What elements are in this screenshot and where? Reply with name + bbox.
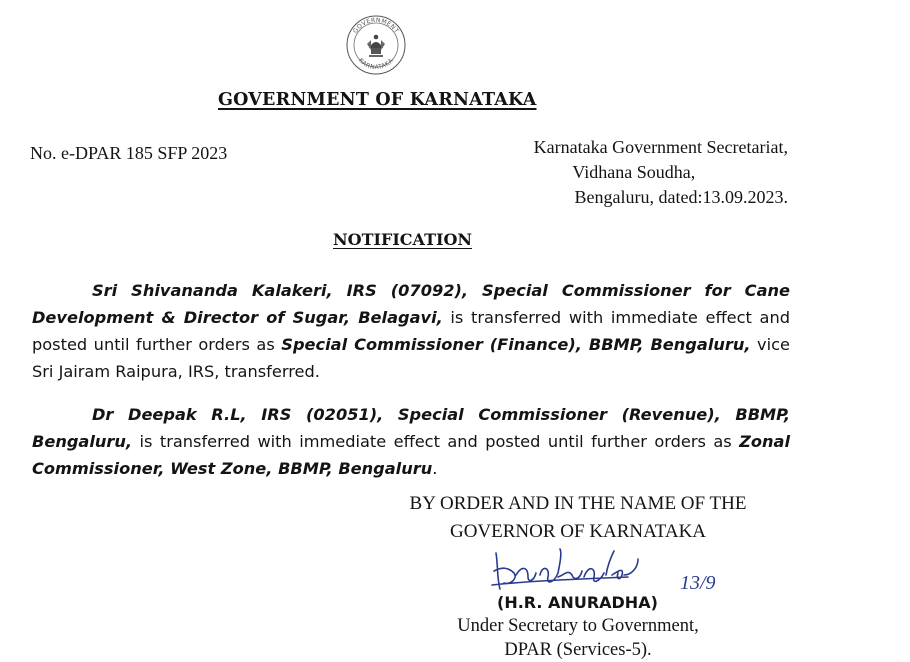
reference-number: No. e-DPAR 185 SFP 2023 <box>30 143 228 163</box>
order-authority <box>388 490 768 546</box>
emblem-top-text: GOVERNMENT <box>351 16 401 35</box>
address-line-3: Bengaluru, dated:13.09.2023. <box>574 187 788 207</box>
signature-date: 13/9 <box>680 572 716 594</box>
order-line-2: GOVERNOR OF KARNATAKA <box>449 521 707 542</box>
designation-line-1: Under Secretary to Government, <box>457 616 699 636</box>
signatory-designation <box>418 614 738 662</box>
svg-text:KARNATAKA <box>357 57 395 71</box>
designation-line-2: DPAR (Services-5). <box>504 640 652 660</box>
order-line-1: BY ORDER AND IN THE NAME OF THE <box>409 493 747 514</box>
para2-text-1: is transferred with immediate effect and posted until further orders as <box>132 432 740 451</box>
para1-text-1: is transferred with immediate effect and posted until further orders as <box>32 308 790 354</box>
para2-text-2: . <box>432 459 438 478</box>
office-address <box>534 135 788 210</box>
officer-1-details: Sri Shivananda Kalakeri, IRS (07092), Special Commissioner for Cane Development & Director of Sugar, Belagavi, <box>32 281 790 327</box>
svg-text:GOVERNMENT <box>352 17 400 35</box>
karnataka-emblem-icon <box>345 14 407 76</box>
government-title: GOVERNMENT OF KARNATAKA <box>218 90 537 110</box>
handwritten-signature <box>488 545 688 593</box>
officer-1-new-post: Special Commissioner (Finance), BBMP, Bengaluru, <box>281 335 751 354</box>
address-line-2: Vidhana Soudha, <box>572 162 696 182</box>
transfer-paragraph-1 <box>32 277 790 385</box>
officer-2-new-post: Zonal Commissioner, West Zone, BBMP, Bengaluru <box>32 432 790 478</box>
emblem-bottom-text: KARNATAKA <box>357 57 395 72</box>
officer-2-details: Dr Deepak R.L, IRS (02051), Special Commissioner (Revenue), BBMP, Bengaluru, <box>32 405 790 451</box>
para1-text-2: vice Sri Jairam Raipura, IRS, transferred. <box>32 335 790 381</box>
address-line-1: Karnataka Government Secretariat, <box>533 137 788 157</box>
transfer-paragraph-2 <box>32 401 790 482</box>
signatory-name: (H.R. ANURADHA) <box>497 593 658 612</box>
notification-heading: NOTIFICATION <box>333 230 473 249</box>
